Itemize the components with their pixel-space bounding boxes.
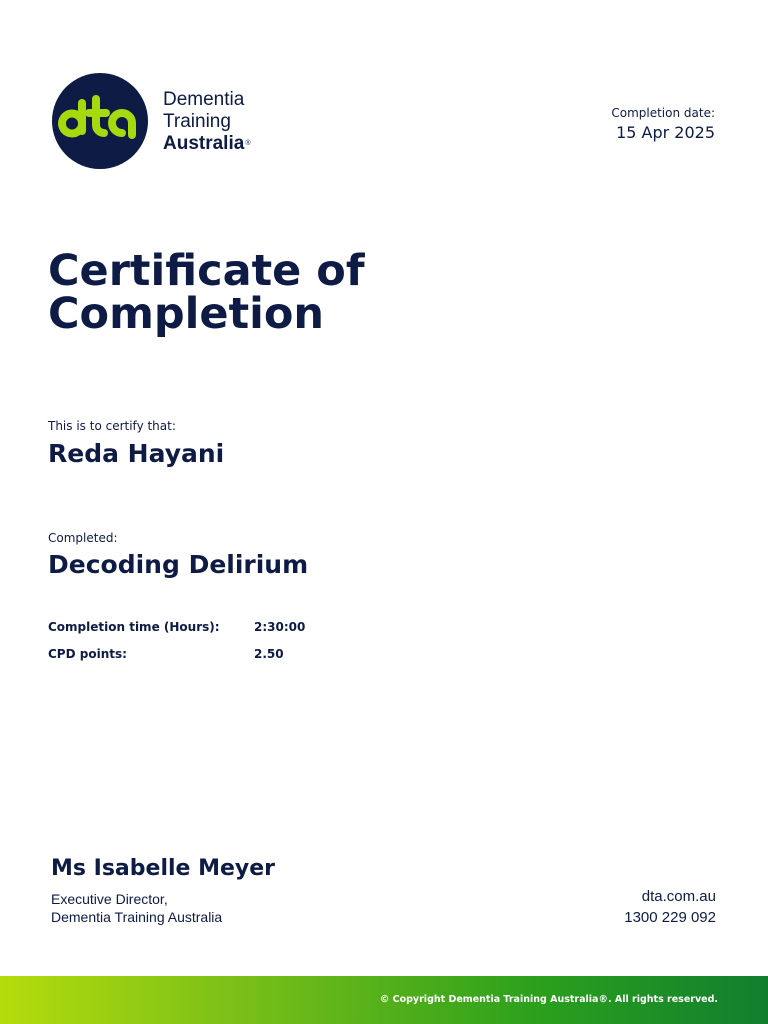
completion-date-value: 15 Apr 2025 [616,123,715,142]
signer-name: Ms Isabelle Meyer [51,856,276,881]
copyright-text: © Copyright Dementia Training Australia®. All rights reserved. [379,994,718,1005]
logo-line-1: Dementia [163,89,245,110]
logo-line-2: Training [163,111,231,132]
signer-block [51,856,275,926]
dta-logo-icon [52,73,148,169]
footer-bar [0,976,768,1024]
dta-logo [52,73,272,169]
certificate-title [48,246,365,339]
title-line-2: Completion [48,289,325,339]
recipient-name: Reda Hayani [48,439,225,468]
title-line-1: Certificate of [48,246,365,296]
course-name: Decoding Delirium [48,550,309,579]
cpd-points-label: CPD points: [48,647,127,661]
phone-number: 1300 229 092 [624,909,716,926]
signer-title-line-2: Dementia Training Australia [51,909,223,925]
completion-time-value: 2:30:00 [254,620,306,634]
certify-label: This is to certify that: [48,419,176,433]
logo-line-3 [163,133,250,155]
logo-line-3-text: Australia [163,133,245,154]
registered-mark: ® [245,140,251,147]
logo-wordmark [163,89,250,155]
signer-title [51,890,275,926]
contact-block [624,886,716,928]
completion-time-label: Completion time (Hours): [48,620,220,634]
cpd-points-value: 2.50 [254,647,284,661]
completion-date-block [611,106,715,142]
completion-date-label: Completion date: [611,106,715,120]
website-link[interactable]: dta.com.au [641,888,716,905]
completed-label: Completed: [48,531,118,545]
signer-title-line-1: Executive Director, [51,891,168,907]
